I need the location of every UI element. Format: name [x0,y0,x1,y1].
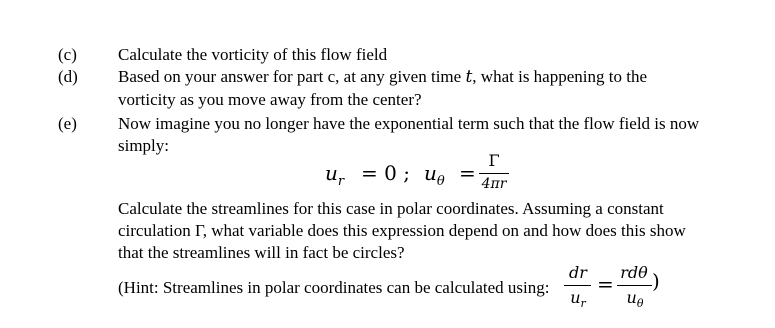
eq-u-theta: $u_\theta$ [424,161,445,189]
hint-frac1-bar [564,285,591,286]
eq-numerator: Γ [488,151,500,170]
paragraph-line2: circulation Γ, what variable does this expression depend on and how does this show [118,221,686,240]
item-label-e: (e) [58,114,77,133]
paragraph-line1: Calculate the streamlines for this case in polar coordinates. Assuming a constant [118,199,664,218]
eq-denominator: 4πr [481,176,507,192]
hint-equals: = [597,272,614,296]
item-text-d-line1-a: Based on your answer for part c, at any given time [118,67,466,86]
hint-frac2-numerator: rdθ [620,263,648,282]
eq-fraction-bar [479,173,509,174]
eq-u-r: $u_r$ [325,161,345,189]
item-text-d-line1-b: , what is happening to the [472,67,647,86]
item-label-d: (d) [58,67,78,86]
hint-frac2-bar [617,285,652,286]
hint-frac1-denominator: $u_r$ [570,288,586,310]
hint-frac2-denominator: $u_\theta$ [626,288,644,310]
item-text-e-line2: simply: [118,136,170,155]
item-text-d-line1 [118,67,647,87]
hint-frac1-numerator: dr [569,263,587,282]
eq-part1: = 0 ; [361,161,410,185]
item-text-c: Calculate the vorticity of this flow field [118,45,388,64]
item-label-c: (c) [58,45,77,64]
hint-close-paren: ) [652,269,660,293]
time-variable: t [465,67,473,87]
hint-text: (Hint: Streamlines in polar coordinates can be calculated using: [118,278,550,297]
item-text-e-line1: Now imagine you no longer have the exponential term such that the flow field is now [118,114,700,133]
eq-equals: = [459,161,476,185]
item-text-d-line2: vorticity as you move away from the center? [118,90,422,109]
paragraph-line3: that the streamlines will in fact be circles? [118,243,405,262]
